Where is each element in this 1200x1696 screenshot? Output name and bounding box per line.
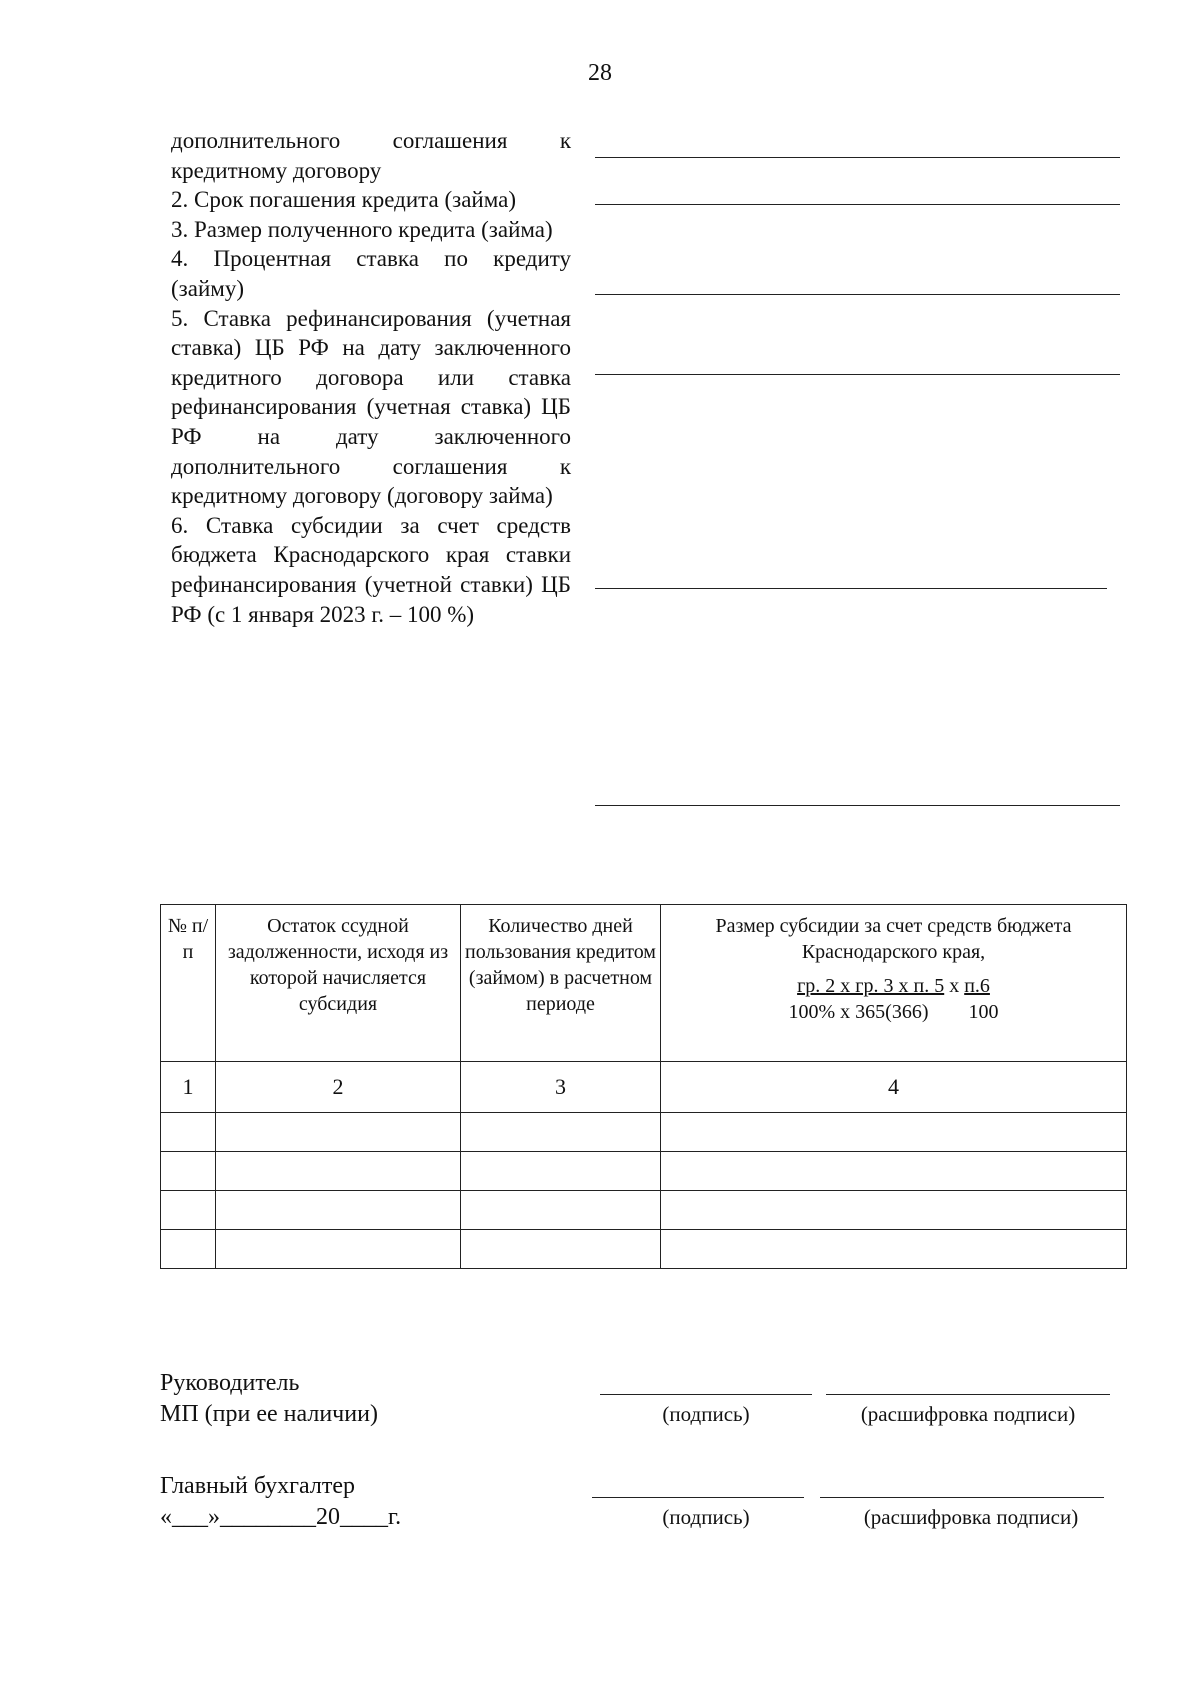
- header-subsidy-amount: [661, 905, 1127, 1062]
- header-days-count: Количество дней пользования кредитом (займом) в расчетном периоде: [461, 905, 661, 1062]
- formula-numerator: гр. 2 х гр. 3 х п. 5: [797, 975, 945, 997]
- column-number: 4: [661, 1062, 1127, 1113]
- date-field[interactable]: «___»________20____г.: [160, 1504, 402, 1530]
- formula-numerator2: п.6: [964, 975, 990, 997]
- table-row: [161, 1191, 1127, 1230]
- subsidy-table: [160, 904, 1127, 1269]
- form-items: [171, 126, 571, 629]
- head-decryption-caption: (расшифровка подписи): [860, 1402, 1076, 1426]
- table-cell[interactable]: [161, 1152, 216, 1191]
- table-cell[interactable]: [161, 1191, 216, 1230]
- table-cell[interactable]: [161, 1230, 216, 1269]
- table-cell[interactable]: [461, 1230, 661, 1269]
- column-number: 3: [461, 1062, 661, 1113]
- head-signature-caption: (подпись): [662, 1402, 750, 1426]
- table-cell[interactable]: [461, 1191, 661, 1230]
- fill-line-loan-amount[interactable]: [595, 294, 1120, 295]
- table-cell[interactable]: [461, 1152, 661, 1191]
- item-subsidy-rate: 6. Ставка субсидии за счет средств бюджета Краснодарского края ставки рефинансирования (учетной ставки) ЦБ РФ (с 1 января 2023 г. – 100 %): [171, 512, 571, 627]
- item-loan-amount: 3. Размер полученного кредита (займа): [171, 216, 553, 242]
- head-decryption-line[interactable]: [826, 1394, 1110, 1395]
- accountant-label: Главный бухгалтер: [160, 1473, 355, 1499]
- column-number: 1: [161, 1062, 216, 1113]
- fill-line-interest-rate[interactable]: [595, 374, 1120, 375]
- head-signature-line[interactable]: [600, 1394, 812, 1395]
- accountant-decryption-line[interactable]: [820, 1497, 1104, 1498]
- table-cell[interactable]: [661, 1230, 1127, 1269]
- accountant-decryption-caption: (расшифровка подписи): [863, 1505, 1079, 1529]
- column-number: 2: [216, 1062, 461, 1113]
- item-repayment-term: 2. Срок погашения кредита (займа): [171, 187, 516, 213]
- fill-line-refinancing-rate[interactable]: [595, 588, 1107, 589]
- column-number-row: [161, 1062, 1127, 1113]
- item-interest-rate: 4. Процентная ставка по кредиту (займу): [171, 246, 571, 301]
- fill-line-repayment-term[interactable]: [595, 204, 1120, 205]
- table-cell[interactable]: [161, 1113, 216, 1152]
- formula-top: [665, 973, 1122, 999]
- table-cell[interactable]: [661, 1191, 1127, 1230]
- table-header-row: [161, 905, 1127, 1062]
- page-number: 28: [588, 60, 612, 86]
- formula-denominator: 100% х 365(366): [788, 1001, 929, 1023]
- table-row: [161, 1230, 1127, 1269]
- table-cell[interactable]: [461, 1113, 661, 1152]
- formula-times: х: [949, 975, 960, 997]
- table-row: [161, 1113, 1127, 1152]
- accountant-signature-line[interactable]: [592, 1497, 804, 1498]
- header-number: № п/п: [161, 905, 216, 1062]
- table-cell[interactable]: [661, 1113, 1127, 1152]
- fill-line-agreement[interactable]: [595, 157, 1120, 158]
- formula-bottom: [665, 999, 1122, 1025]
- formula-denominator2: 100: [968, 1001, 999, 1023]
- table-row: [161, 1152, 1127, 1191]
- head-label: Руководитель: [160, 1370, 300, 1396]
- table-cell[interactable]: [661, 1152, 1127, 1191]
- accountant-signature-labels: [160, 1471, 401, 1533]
- stamp-label: МП (при ее наличии): [160, 1401, 378, 1427]
- header-loan-balance: Остаток ссудной задолженности, исходя из которой начисляется субсидия: [216, 905, 461, 1062]
- item-continuation: дополнительного соглашения к кредитному договору: [171, 128, 571, 183]
- item-refinancing-rate: 5. Ставка рефинансирования (учетная ставка) ЦБ РФ на дату заключенного кредитного договора или ставка рефинансирования (учетная ставка) ЦБ РФ на дату заключенного дополнительного соглашения к кредитному договору (договору займа): [171, 305, 571, 509]
- head-signature-labels: [160, 1368, 378, 1430]
- table-cell[interactable]: [216, 1230, 461, 1269]
- fill-line-subsidy-rate[interactable]: [595, 805, 1120, 806]
- table-cell[interactable]: [216, 1113, 461, 1152]
- table-cell[interactable]: [216, 1152, 461, 1191]
- accountant-signature-caption: (подпись): [662, 1505, 750, 1529]
- table-cell[interactable]: [216, 1191, 461, 1230]
- header-subsidy-title: Размер субсидии за счет средств бюджета Краснодарского края,: [715, 915, 1072, 963]
